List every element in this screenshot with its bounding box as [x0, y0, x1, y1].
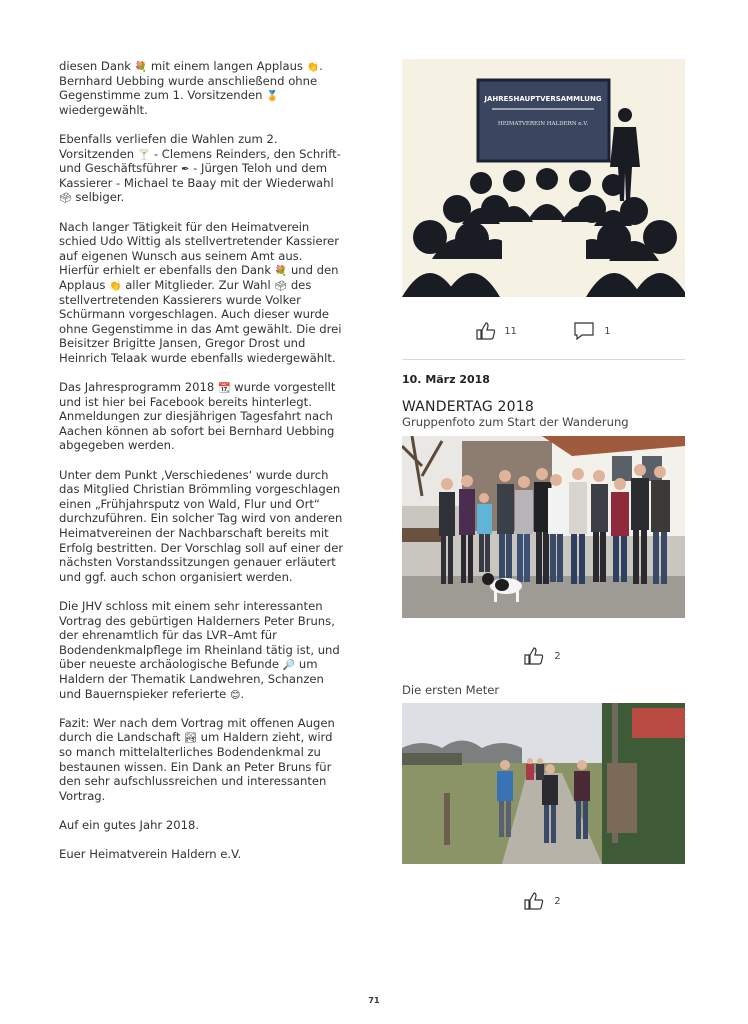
like-icon[interactable]	[475, 321, 497, 341]
article-text	[59, 59, 344, 876]
group-photo[interactable]	[402, 436, 685, 618]
clap-icon: 👏	[306, 62, 320, 73]
text: selbiger.	[75, 190, 125, 205]
divider	[402, 359, 685, 360]
comment-count: 1	[604, 326, 611, 337]
like-count: 2	[554, 651, 561, 662]
text: wiedergewählt.	[59, 102, 148, 117]
blush-icon: 😊	[229, 689, 241, 701]
comment-icon[interactable]	[573, 321, 595, 341]
calendar-icon: 📆	[217, 383, 231, 395]
like-icon[interactable]	[523, 646, 545, 666]
text: Bernhard Uebbing wurde anschließend ohne Gegenstimme zum 1. Vorsitzenden	[59, 73, 318, 103]
text: Die JHV schloss mit einem sehr interessanten Vortrag des gebürtigen Halderners Peter Bruns, der ehrenamtlich für das LVR–Amt für Bodendenkmalpflege im Rheinland tätig ist, und über neueste archäologische Befunde	[59, 598, 340, 672]
slide-subtitle: HEIMATVEREIN HALDERN e.V.	[497, 121, 589, 127]
paragraph-8: Auf ein gutes Jahr 2018.	[59, 817, 200, 832]
paragraph-3	[59, 220, 344, 366]
landscape-icon: 🏞	[184, 733, 197, 745]
like-icon[interactable]	[523, 891, 545, 911]
text: um Haldern zieht, wird so manch mittelalterliches Bodendenkmal zu bestaunen wissen. Ein Dank an Peter Bruns für den sehr aufschlussreichen und interessanten Vortrag.	[59, 730, 333, 803]
text: Ebenfalls verliefen die Wahlen zum 2. Vorsitzenden	[59, 131, 278, 161]
paragraph-7	[59, 716, 344, 804]
meeting-illustration[interactable]	[402, 59, 685, 297]
ballot-box-icon: 🗳	[59, 193, 72, 205]
magnifier-icon: 🔎	[282, 660, 296, 672]
photo-caption: Die ersten Meter	[402, 683, 500, 697]
text: .	[319, 59, 323, 73]
text: diesen Dank	[59, 59, 132, 73]
text: - Jürgen Teloh und dem Kassierer - Michael te Baay mit der Wiederwahl	[59, 161, 334, 190]
medal-icon: 🏅	[266, 91, 279, 103]
post-title: WANDERTAG 2018	[402, 399, 534, 415]
text: aller Mitglieder. Zur Wahl	[125, 277, 271, 292]
page-number: 71	[368, 996, 380, 1005]
text: mit einem langen Applaus	[150, 59, 303, 73]
like-count: 11	[504, 326, 517, 337]
paragraph-9: Euer Heimatverein Haldern e.V.	[59, 847, 242, 862]
walking-photo-graphic	[402, 703, 685, 864]
text: des stellvertretenden Kassierers wurde Volker Schürmann vorgeschlagen. Auch dieser wurde ohne Gegenstimme in das Amt gewählt. Die drei Beisitzer Brigitte Jansen, Gregor Drost und Heinrich Telaak wurde ebenfalls wiedergewählt.	[59, 277, 342, 365]
text: um Haldern der Thematik Landwehren, Schanzen und Bauernspieker referierte	[59, 657, 324, 701]
paragraph-4	[59, 380, 344, 453]
cocktail-icon: 🍸	[137, 149, 151, 161]
post1-reactions	[475, 321, 611, 341]
like-count: 2	[554, 896, 561, 907]
flowers-icon: 💐	[134, 62, 148, 73]
text: wurde vorgestellt und ist hier bei Facebook bereits hinterlegt. Anmeldungen zur diesjährigen Tagesfahrt nach Aachen können ab sofort bei Bernhard Uebbing abgegeben werden.	[59, 380, 336, 453]
post3-reactions	[523, 891, 561, 911]
slide-title: JAHRESHAUPTVERSAMMLUNG	[484, 95, 602, 103]
text: Fazit: Wer nach dem Vortrag mit offenen Augen durch die Landschaft	[59, 715, 335, 745]
text: - Clemens Reinders, den Schrift- und Geschäftsführer	[59, 146, 341, 176]
paragraph-1	[59, 59, 344, 117]
group-photo-graphic	[402, 436, 685, 618]
flowers-icon: 💐	[274, 266, 288, 278]
text: und den Applaus	[59, 263, 339, 292]
post-subtitle: Gruppenfoto zum Start der Wanderung	[402, 415, 629, 429]
paragraph-5: Unter dem Punkt ‚Verschiedenes‘ wurde durch das Mitglied Christian Brömmling vorgeschlagen einen „Frühjahrsputz von Wald, Flur und Ort“ durchzuführen. Ein solcher Tag wird von anderen Heimatvereinen der Nachbarschaft bereits mit Erfolg bestritten. Der Vorschlag soll auf einer der nächsten Vorstandssitzungen genauer erläutert und ggf. auch schon organisiert werden.	[59, 467, 344, 584]
meeting-graphic	[402, 59, 685, 297]
text: .	[240, 686, 245, 701]
clap-icon: 👏	[109, 280, 122, 292]
pen-icon: ✒	[181, 164, 190, 176]
post2-reactions	[523, 646, 561, 666]
paragraph-6	[59, 599, 344, 701]
text: Das Jahresprogramm 2018	[59, 380, 215, 395]
post-date: 10. März 2018	[402, 373, 490, 386]
ballot-box-icon: 🗳	[274, 280, 288, 292]
walking-photo[interactable]	[402, 703, 685, 864]
paragraph-2	[59, 132, 344, 205]
text: Nach langer Tätigkeit für den Heimatverein schied Udo Wittig als stellvertretender Kassierer auf eigenen Wunsch aus seinem Amt aus. Hierfür erhielt er ebenfalls den Dank	[59, 219, 340, 278]
